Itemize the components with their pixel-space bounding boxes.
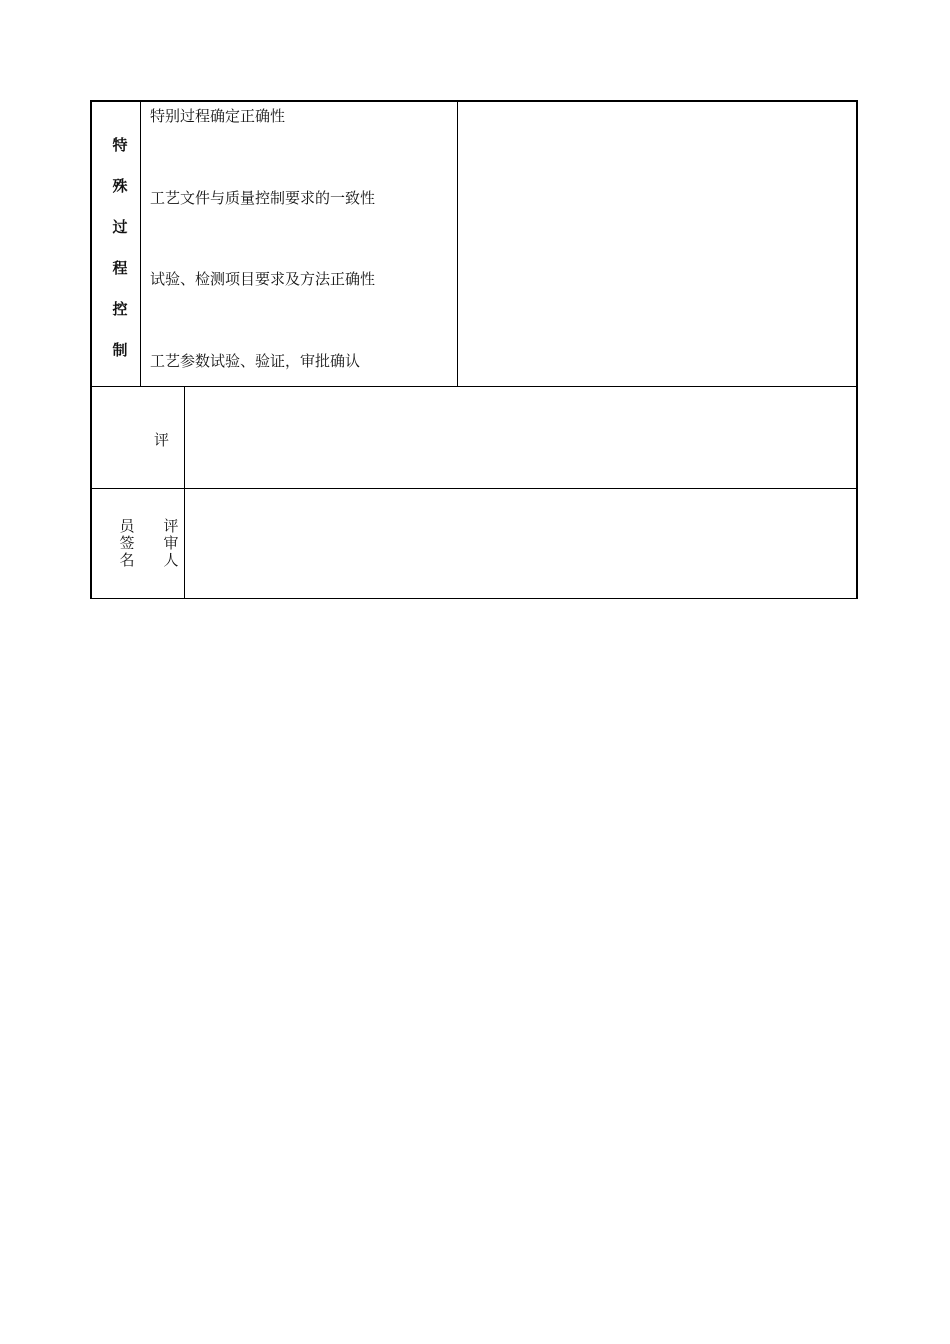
section-label-char: 制 — [112, 341, 128, 359]
section-label-char: 控 — [112, 300, 128, 318]
review-content-field[interactable] — [190, 392, 850, 482]
signature-label-char: 签 — [119, 534, 135, 552]
signature-label-char: 名 — [119, 551, 135, 569]
section-label-char: 殊 — [112, 177, 128, 195]
signature-label-char: 审 — [163, 534, 179, 552]
check-item-1: 特别过程确定正确性 — [150, 107, 286, 125]
section-label-special-process — [110, 125, 130, 371]
check-item-2: 工艺文件与质量控制要求的一致性 — [150, 189, 376, 207]
signature-field[interactable] — [190, 494, 850, 592]
row-divider-top — [90, 386, 858, 387]
section-label-char: 过 — [112, 218, 128, 236]
check-item-3: 试验、检测项目要求及方法正确性 — [150, 270, 376, 288]
signature-label-char: 人 — [163, 551, 179, 569]
col-divider-notes — [457, 100, 458, 387]
row-divider-middle — [90, 488, 858, 489]
notes-field[interactable] — [462, 104, 852, 382]
review-label: 评 — [154, 431, 170, 449]
check-item-4: 工艺参数试验、验证，审批确认 — [150, 352, 361, 370]
section-label-char: 特 — [112, 136, 128, 154]
section-label-char: 程 — [112, 259, 128, 277]
col-divider-label — [140, 100, 141, 387]
col-divider-review — [184, 387, 185, 599]
signature-label-right-column — [163, 518, 179, 569]
signature-label-char: 员 — [119, 517, 135, 535]
signature-label-left-column — [119, 518, 135, 569]
signature-label-char: 评 — [163, 517, 179, 535]
